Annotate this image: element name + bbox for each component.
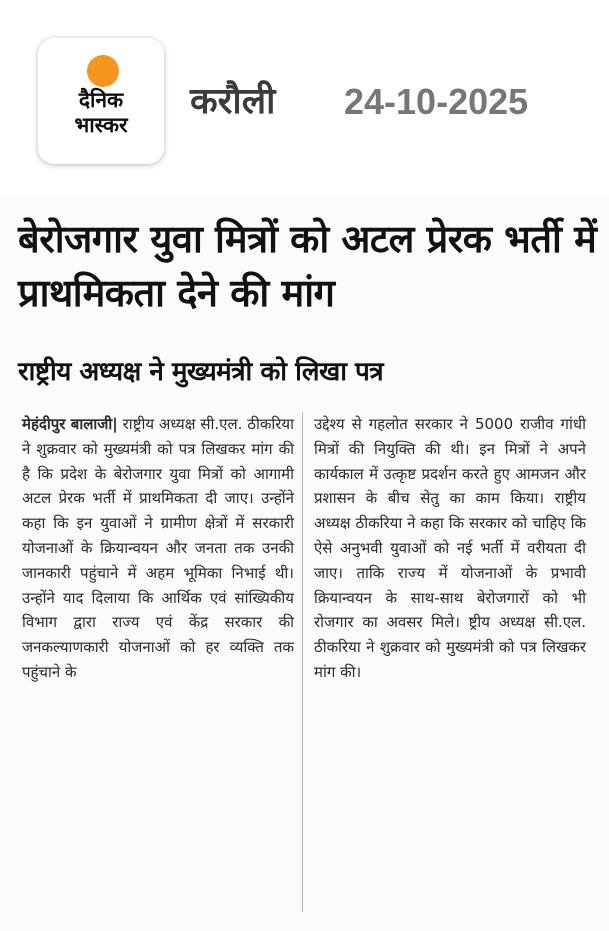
article-subheadline: राष्ट्रीय अध्यक्ष ने मुख्यमंत्री को लिखा पत्र <box>18 357 384 387</box>
column-divider <box>302 412 303 912</box>
right-column-text: उद्देश्य से गहलोत सरकार ने 5000 राजीव गांधी मित्रों की नियुक्ति की थी। इन मित्रों ने अपने कार्यकाल में उत्कृष्ट प्रदर्शन करते हुए आमजन और प्रशासन के बीच सेतु का काम किया। राष्ट्रीय अध्यक्ष ठीकरिया ने कहा कि सरकार को चाहिए कि ऐसे अनुभवी युवाओं को नई भर्ती में वरीयता दी जाए। ताकि राज्य में योजनाओं के प्रभावी क्रियान्वयन के साथ-साथ बेरोजगारों को भी रोजगार का अवसर मिले। ष्ट्रीय अध्यक्ष सी.एल. ठीकरिया ने शुक्रवार को मुख्यमंत्री को पत्र लिखकर मांग की। <box>314 415 586 681</box>
article-column-right <box>314 412 586 685</box>
source-header <box>0 0 609 190</box>
article-column-left <box>22 412 294 685</box>
dainik-bhaskar-logo <box>38 38 164 164</box>
city-label: करौली <box>190 81 276 122</box>
sun-icon <box>87 55 119 87</box>
article-dateline: मेहंदीपुर बालाजी| <box>22 415 118 433</box>
logo-line-2: भास्कर <box>74 113 128 137</box>
logo-line-1: दैनिक <box>78 88 124 112</box>
left-column-text: राष्ट्रीय अध्यक्ष सी.एल. ठीकरिया ने शुक्रवार को मुख्यमंत्री को पत्र लिखकर मांग की है कि प्रदेश के बेरोजगार युवा मित्रों को आगामी अटल प्रेरक भर्ती में प्राथमिकता दी जाए। उन्होंने कहा कि इन युवाओं ने ग्रामीण क्षेत्रों में सरकारी योजनाओं के क्रियान्वयन और जनता तक उनकी जानकारी पहुंचाने में अहम भूमिका निभाई थी। उन्होंने याद दिलाया कि आर्थिक एवं सांख्यिकीय विभाग द्वारा राज्य एवं केंद्र सरकार की जनकल्याणकारी योजनाओं को हर व्यक्ति तक पहुंचाने के <box>22 415 294 681</box>
publication-date: 24-10-2025 <box>344 81 529 122</box>
article-headline: बेरोजगार युवा मित्रों को अटल प्रेरक भर्ती में प्राथमिकता देने की मांग <box>18 217 597 315</box>
